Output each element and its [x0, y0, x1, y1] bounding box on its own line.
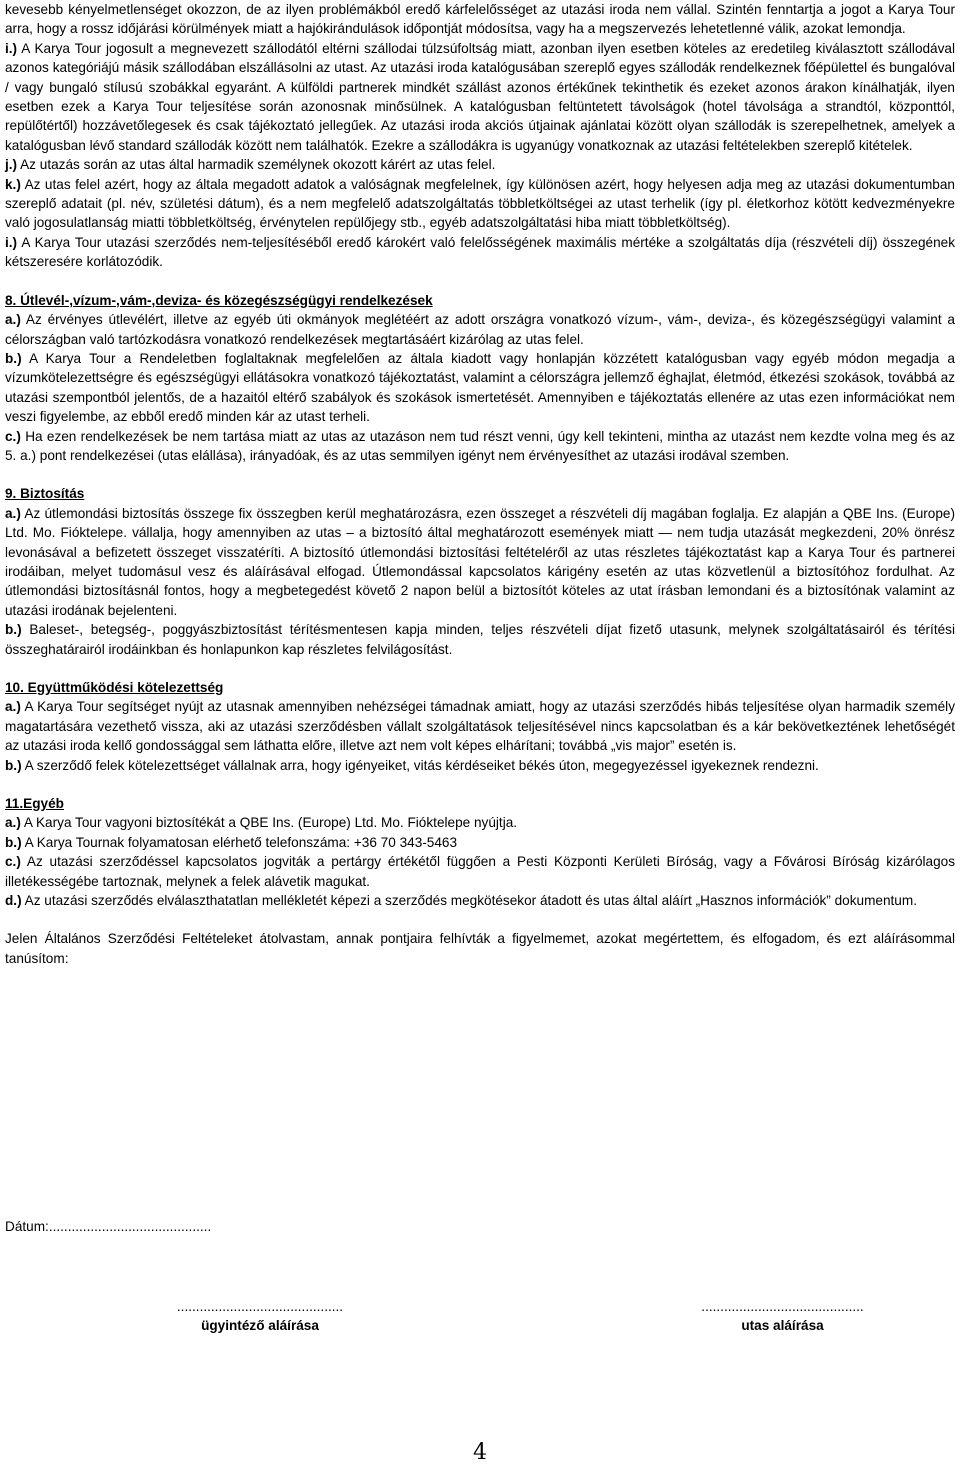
- clause-text: Az érvényes útlevélért, illetve az egyéb úti okmányok meglétéért az adott országra vonatkozó vízum-, vám-, deviza-, és közegészségügyi valamint a célországban való tartózkodásra vonatkozó rendelkezések megtartásáért kizárólag az utas felel.: [5, 312, 955, 347]
- agent-signature-label: ügyintéző aláírása: [201, 1318, 319, 1333]
- clause-11c: [5, 852, 955, 891]
- clause-7l: [5, 233, 955, 272]
- clause-text: Ha ezen rendelkezések be nem tartása miatt az utas az utazáson nem tud részt venni, úgy kell tekinteni, mintha az utazást nem kezdte volna meg és az 5. a.) pont rendelkezései (utas elállása), irányadóak, és az utas semmilyen igényt nem érvényesíthet az utazási irodával szemben.: [5, 428, 955, 463]
- clause-9b: [5, 620, 955, 659]
- clause-mark: a.): [5, 312, 21, 328]
- clause-mark: a.): [5, 815, 21, 831]
- section-9-heading: 9. Biztosítás: [5, 486, 85, 502]
- clause-8b: [5, 349, 955, 427]
- clause-mark: b.): [5, 757, 22, 773]
- clause-mark: k.): [5, 176, 21, 192]
- closing-statement: Jelen Általános Szerződési Feltételeket átolvastam, annak pontjaira felhívták a figyelmemet, azokat megértettem, és elfogadom, és ezt aláírásommal tanúsítom:: [5, 931, 955, 966]
- clause-11b: [5, 833, 955, 852]
- section-10-heading: 10. Együttműködési kötelezettség: [5, 680, 224, 695]
- clause-text: Az utazási szerződéssel kapcsolatos jogviták a pertárgy értékétől függően a Pesti Központi Kerületi Bíróság, vagy a Fővárosi Bíróság kizárólagos illetékességébe tartoznak, melynek a felek alávetik magukat.: [5, 854, 955, 889]
- clause-text: A Karya Tour vagyoni biztosítékát a QBE Ins. (Europe) Ltd. Mo. Fióktelepe nyújtja.: [20, 815, 518, 831]
- clause-7j: [5, 155, 955, 174]
- clause-text: Az utazási szerződés elválaszthatatlan mellékletét képezi a szerződés megkötésekor átadott és utas által aláírt „Hasznos információk” dokumentum.: [21, 893, 917, 909]
- clause-mark: b.): [5, 350, 22, 366]
- intro-paragraph: kevesebb kényelmetlenséget okozzon, de az ilyen problémákból eredő kárfelelősséget az utazási iroda nem vállal. Szintén fenntartja a jogot a Karya Tour arra, hogy a rossz időjárási körülmények miatt a hajókirándulások időpontját módosítsa, vagy ha a megszervezés lehetetlenné válik, azokat lemondja.: [5, 2, 955, 37]
- clause-mark: b.): [5, 834, 22, 850]
- clause-11a: [5, 813, 955, 832]
- traveler-signature-block: [670, 1297, 895, 1335]
- clause-10a: [5, 697, 955, 755]
- document-page: [5, 0, 955, 968]
- clause-text: A Karya Tour segítséget nyújt az utasnak amennyiben nehézségei támadnak amiatt, hogy az utazási szerződés hibás teljesítése olyan harmadik személy magatartására vezethető vissza, aki az utazási szerződésben vállalt szolgáltatások teljesítésével nincs kapcsolatban és a kár bekövetkeztének lehetőségét az utazási iroda kellő gondossággal sem láthatta előre, illetve azt nem volt képes elhárítani; továbbá „vis major” esetén is.: [5, 699, 955, 754]
- clause-9a: [5, 504, 955, 620]
- clause-11d: [5, 891, 955, 910]
- agent-signature-block: [150, 1297, 370, 1335]
- clause-mark: a.): [5, 505, 21, 521]
- clause-text: A Karya Tournak folyamatosan elérhető telefonszáma: +36 70 343-5463: [21, 834, 458, 850]
- traveler-signature-label: utas aláírása: [741, 1318, 824, 1333]
- clause-mark: i.): [5, 234, 18, 250]
- clause-8c: [5, 427, 955, 466]
- clause-7i: [5, 39, 955, 155]
- clause-text: A Karya Tour utazási szerződés nem-teljesítéséből eredő károkért való felelősségének maximális mértéke a szolgáltatás díja (részvételi díj) összegének kétszeresére korlátozódik.: [5, 234, 955, 270]
- clause-text: Az utas felel azért, hogy az általa megadott adatok a valóságnak megfelelnek, így különösen azért, hogy helyesen adja meg az utazási dokumentumban szereplő adatait (pl. név, születési dátum), és a nem megfelelő adatszolgáltatás többletköltségei az utast terhelik (így pl. életkorhoz kötött kedvezményekre való jogosulatlanság miatti többletköltség, érvénytelen repülőjegy stb., egyéb adatszolgáltatási hiba miatt többletköltség).: [5, 176, 955, 231]
- clause-text: A szerződő felek kötelezettséget vállalnak arra, hogy igényeiket, vitás kérdéseiket békés úton, megegyezéssel igyekeznek rendezni.: [21, 757, 819, 773]
- clause-text: Az útlemondási biztosítás összege fix összegben kerül meghatározásra, ezen összeget a részvételi díj magában foglalja. Ez alapján a QBE Ins. (Europe) Ltd. Mo. Fióktelepe. vállalja, hogy amennyiben az utas – a biztosító által meghatározott események miatt — nem tudja utazását megkezdeni, 20% önrész levonásával a befizetett összeget visszatéríti. A biztosító útlemondási biztosítási feltételéről az utas részletes tájékoztatást kap a Karya Tour és partnerei irodáiban, melyet tudomásul vesz és aláírásával elfogad. Útlemondással kapcsolatos kárigény esetén az utas közvetlenül a biztosítóhoz fordulhat. Az útlemondási biztosításnál fontos, hogy a megbetegedést követő 2 napon belül a biztosítót köteles az utat írásban lemondani és a biztosítónak valamint az utazási irodának bejelenteni.: [5, 505, 955, 618]
- section-8-heading: 8. Útlevél-,vízum-,vám-,deviza- és közegészségügyi rendelkezések: [5, 292, 433, 308]
- clause-7k: [5, 175, 955, 233]
- clause-text: Az utazás során az utas által harmadik személynek okozott kárért az utas felel.: [17, 157, 496, 173]
- section-11-heading: 11.Egyéb: [5, 796, 64, 812]
- clause-8a: [5, 310, 955, 349]
- clause-mark: j.): [5, 157, 18, 173]
- signature-line: ...........................................: [701, 1299, 864, 1314]
- date-field: Dátum:...........................................: [5, 1219, 212, 1234]
- clause-mark: i.): [5, 40, 18, 56]
- clause-mark: a.): [5, 699, 21, 715]
- clause-text: A Karya Tour jogosult a megnevezett szállodától eltérni szállodai túlzsúfoltság miatt, azonban ilyen esetben köteles az eredetileg kiválasztott szállodával azonos kategóriájú másik szállodában elszállásolni az utast. Az utazási iroda katalógusában szereplő egyes szállodák rendelkeznek főépülettel és bungalóval / vagy bungaló stílusú szobákkal egyaránt. A külföldi partnerek mindkét szállást azonos értékűnek tekinthetik és ezeket azonos árakon kínálhatják, ilyen esetben ezek a Karya Tour teljesítése során azonosnak minősülnek. A katalógusban feltüntetett távolságok (hotel távolsága a strandtól, központtól, repülőtértől) hozzávetőlegesek és csak tájékoztató jellegűek. Az utazási iroda akciós útjainak ajánlatai között olyan szállodák is szerepelhetnek, amelyek a katalógusban lévő standard szállodák között nem találhatók. Ezekre a szállodákra is ugyanúgy vonatkoznak az utazási feltételekben szereplő kitételek.: [5, 40, 955, 153]
- clause-mark: d.): [5, 893, 22, 909]
- clause-mark: c.): [5, 854, 21, 870]
- page-number: 4: [473, 1440, 487, 1465]
- clause-text: A Karya Tour a Rendeletben foglaltaknak megfelelően az általa kiadott vagy honlapján közzétett katalógusban vagy egyéb módon megadja a vízumkötelezettségre és egészségügyi ellátásokra vonatkozó tájékoztatást, valamint a célországra jellemző éghajlat, életmód, étkezési szokások, továbbá az utazási szempontból jelentős, de a hazaitól eltérő szabályok és szokások ismertetését. Amennyiben e tájékoztatás ellenére az utas ezen információkat nem veszi figyelembe, az ebből eredő minden kár az utast terheli.: [5, 350, 955, 425]
- clause-mark: b.): [5, 622, 22, 638]
- signature-line: ............................................: [176, 1299, 344, 1314]
- clause-text: Baleset-, betegség-, poggyászbiztosítást térítésmentesen kapja minden, teljes részvételi díjat fizető utasunk, melynek szolgáltatásairól és térítési összeghatárairól irodáinkban és honlapunkon kap részletes felvilágosítást.: [5, 622, 955, 657]
- clause-mark: c.): [5, 428, 21, 444]
- clause-10b: [5, 756, 955, 775]
